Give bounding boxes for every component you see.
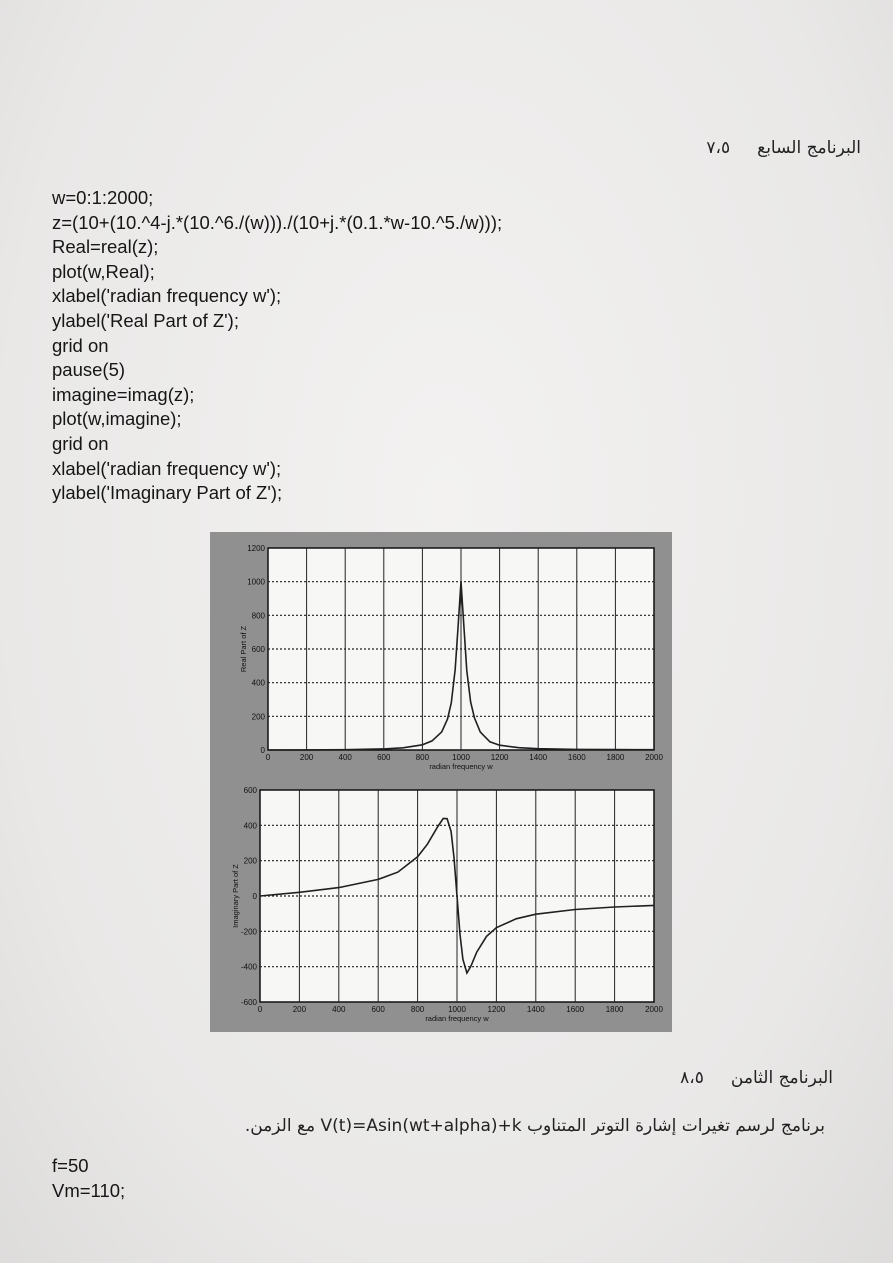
plot-figure	[210, 532, 672, 1032]
section-7-title: البرنامج السابع	[757, 138, 861, 158]
chart2-x-tick-label: 1000	[448, 1005, 466, 1014]
chart2-y-tick-label: 200	[243, 856, 257, 866]
chart1-x-tick-label: 1200	[490, 753, 509, 762]
chart1-x-tick-label: 600	[377, 753, 391, 762]
chart1-y-tick-label: 800	[251, 611, 265, 621]
chart1-x-tick-label: 1600	[567, 753, 586, 762]
section-8-intro: برنامج لرسم تغيرات إشارة التوتر المتناوب V(t)=Asin(wt+alpha)+k مع الزمن.	[244, 1116, 825, 1136]
code-line: pause(5)	[52, 359, 126, 381]
chart2-y-tick-label: -400	[240, 962, 257, 972]
code-line: grid on	[52, 334, 109, 356]
chart2-x-tick-label: 1600	[566, 1005, 585, 1014]
chart1-x-tick-label: 1000	[452, 753, 470, 762]
chart2-x-tick-label: 1200	[487, 1005, 506, 1014]
chart2-x-tick-label: 400	[332, 1005, 346, 1014]
chart2-y-tick-label: 400	[243, 821, 257, 831]
code-line: ylabel('Real Part of Z');	[52, 309, 239, 331]
chart1-x-tick-label: 0	[265, 753, 271, 762]
chart2-x-tick-label: 1400	[526, 1005, 545, 1014]
chart2-x-tick-label: 600	[371, 1005, 385, 1014]
chart2-x-axis-label: radian frequency w	[425, 1014, 489, 1023]
code-line: grid on	[52, 432, 109, 454]
code-block-program-7	[52, 186, 502, 506]
chart1-x-tick-label: 400	[338, 753, 352, 762]
code-line: w=0:1:2000;	[52, 187, 154, 208]
section-7-heading	[706, 138, 861, 158]
code-block-program-8	[52, 1154, 125, 1203]
chart2-x-tick-label: 200	[292, 1005, 307, 1014]
code-line: Vm=110;	[52, 1179, 126, 1201]
chart2-x-tick-label: 800	[410, 1005, 425, 1014]
chart2-x-tick-label: 1800	[605, 1005, 624, 1014]
chart2-y-tick-label: 0	[252, 892, 257, 901]
chart2-y-tick-label: -200	[240, 927, 257, 937]
code-line: z=(10+(10.^4-j.*(10.^6./(w)))./(10+j.*(0.1.*w-10.^5./w)));	[52, 211, 503, 233]
section-7-number: ٧،٥	[706, 138, 731, 158]
chart1-x-axis-label: radian frequency w	[429, 762, 493, 771]
section-8-heading	[680, 1068, 833, 1088]
chart1-x-tick-label: 2000	[645, 753, 663, 762]
plot-figure-svg	[210, 532, 672, 1032]
code-line: ylabel('Imaginary Part of Z');	[52, 482, 283, 504]
chart1-y-axis-label: Real Part of Z	[239, 625, 248, 673]
section-8-number: ٨،٥	[680, 1068, 704, 1088]
chart1-y-tick-label: 600	[251, 645, 265, 654]
section-8-title: البرنامج الثامن	[730, 1068, 833, 1088]
code-line: plot(w,Real);	[52, 260, 155, 282]
code-line: xlabel('radian frequency w');	[52, 285, 282, 307]
chart2-x-tick-label: 0	[257, 1005, 263, 1014]
code-line: imagine=imag(z);	[52, 383, 195, 405]
chart1-x-tick-label: 800	[415, 753, 430, 762]
code-line: plot(w,imagine);	[52, 408, 182, 430]
chart2-y-axis-label: Imaginary Part of Z	[231, 864, 240, 928]
chart1-x-tick-label: 1800	[606, 753, 625, 762]
chart1-x-tick-label: 200	[299, 753, 314, 762]
chart1-x-tick-label: 1400	[529, 753, 548, 762]
code-line: Real=real(z);	[52, 236, 159, 258]
chart1-y-tick-label: 0	[260, 746, 265, 755]
chart2-y-tick-label: -600	[240, 998, 257, 1007]
chart1-y-tick-label: 400	[251, 678, 265, 688]
chart1-y-tick-label: 1200	[247, 544, 265, 553]
chart1-y-tick-label: 1000	[247, 577, 265, 587]
chart2-y-tick-label: 600	[243, 786, 257, 795]
chart2-x-tick-label: 2000	[645, 1005, 663, 1014]
code-line: xlabel('radian frequency w');	[52, 457, 282, 479]
code-line: f=50	[52, 1155, 89, 1176]
chart1-y-tick-label: 200	[251, 712, 265, 722]
